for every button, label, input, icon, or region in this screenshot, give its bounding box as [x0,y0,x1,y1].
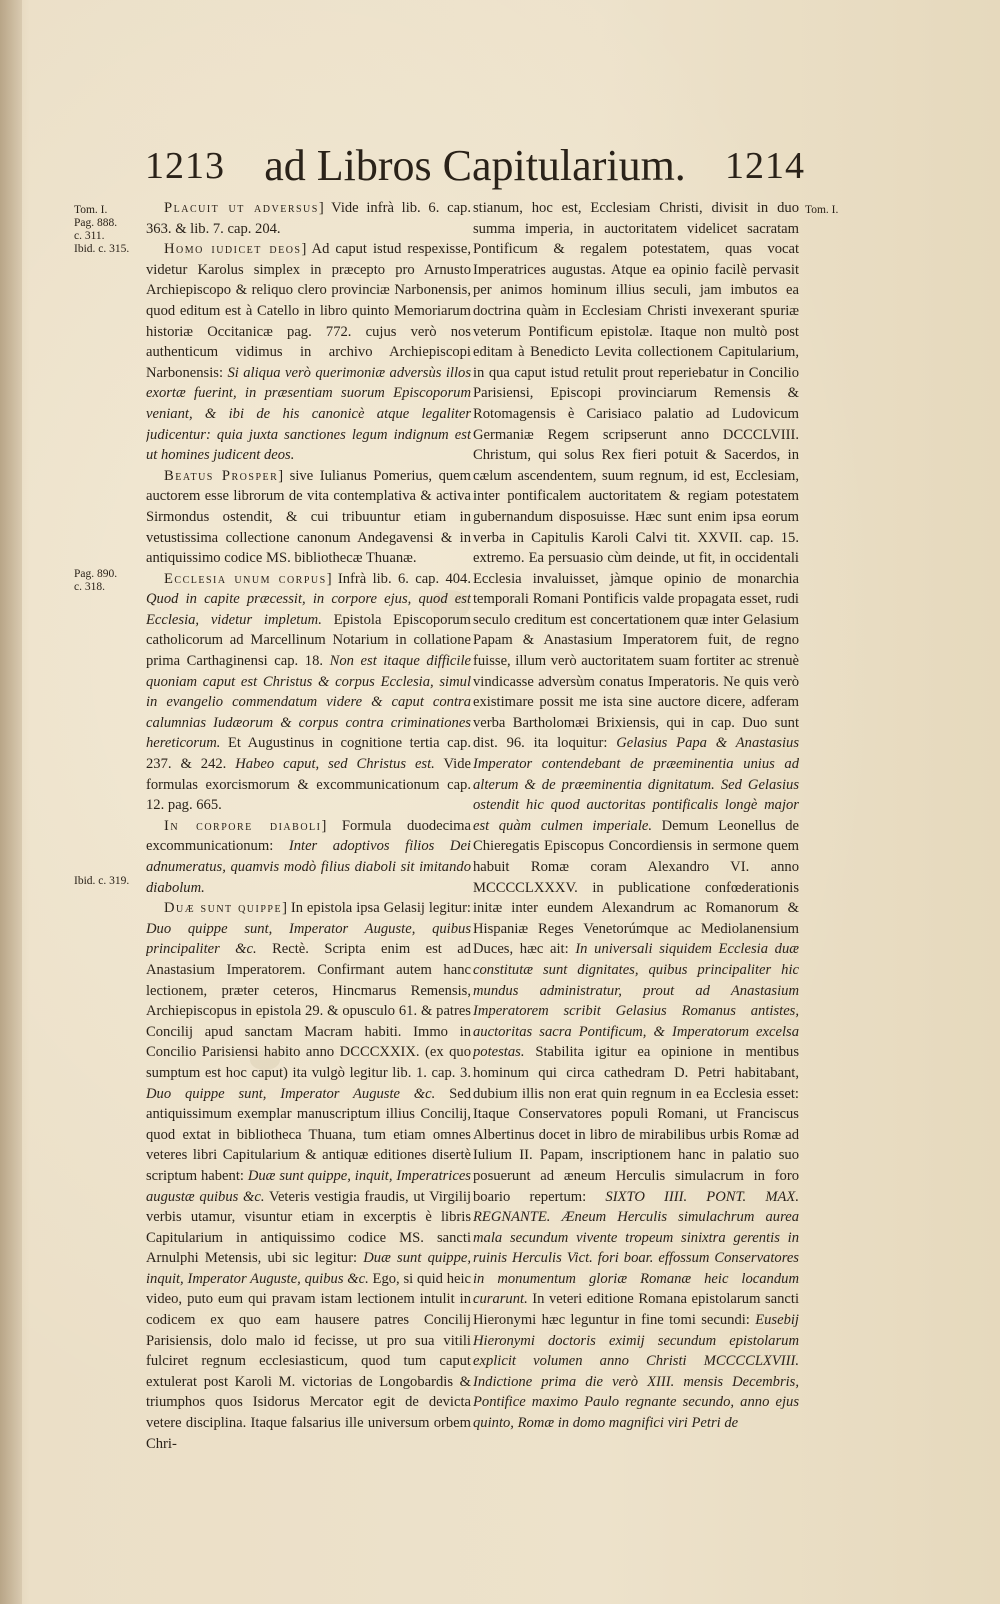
margin-note-line: Ibid. c. 315. [74,243,130,255]
paragraph [146,466,471,569]
margin-note [74,568,142,594]
text-run: ] Infrà lib. 6. cap. 404. [326,570,471,587]
margin-note-line: Pag. 890. [74,568,118,580]
margin-note [805,204,865,217]
quotation: Duæ sunt quippe, inquit, Imperator Auguste, quibus &c. [146,1250,471,1287]
quotation: Duo quippe sunt, Imperator Auguste &c. [146,1085,436,1102]
margin-note-line: c. 318. [74,581,105,593]
margin-note-line: Tom. I. [805,204,839,216]
quotation: Duæ sunt quippe, inquit, Imperatrices augustæ quibus &c. [146,1167,471,1205]
lemma: Ecclesia unum corpus [164,570,327,587]
text-run: Stabilita igitur ea opinione in mentibus hominum qui circa cathedram D. Petri habitabant, dubium illis non erat quin regnum in ea Ecclesia esset: Itaque Conservatores populi Romani, ut Franciscus Albertinus docet in libro de mirabilibus urbis Romæ ad Iulium II. Papam, inscriptionem hanc in palatio suo posuerunt ad æneum Herculis simulacrum in foro boario repertum: [473,1044,799,1205]
text-run: Vide formulas exorcismorum & excommunicationum cap. 12. pag. 665. [146,756,471,814]
text-run: Rectè. Scripta enim est ad Anastasium Imperatorem. Confirmant autem hanc lectionem, præter ceteros, Hincmarus Remensis, Archiepiscopus in epistola 29. & opusculo 61. & patres Concilij apud sanctam Macram habiti. Immo in Concilio Parisiensi habito anno DCCCXXIX. (ex quo sumptum est hoc caput) ita vulgò legitur lib. 1. cap. 3. [146,941,471,1081]
page-gutter-shadow [0,0,22,1604]
paragraph [146,898,471,1454]
text-run: Sed antiquissimum exemplar manuscriptum illius Concilij, quod extat in bibliotheca Thuana, tum etiam omnes veteres libri Capitularium & antiquæ editiones disertè scriptum habent: [146,1085,471,1184]
paragraph [473,198,799,1434]
text-column-right [473,198,799,1578]
quotation: SIXTO IIII. PONT. MAX. REGNANTE. Æneum Herculis simulachrum aurea mala secundum vivente tropeum sinixtra gerentis in ruinis Herculis Vict. fori boar. effossum Conservatores in monumentum gloriæ Romanæ heic locandum curarunt. [473,1188,799,1308]
lemma: Beatus Prosper [164,467,279,484]
quotation: Habeo caput, sed Christus est. [235,756,435,773]
lemma: Homo iudicet deos [164,241,302,258]
text-run: Demum Leonellus de Chieregatis Episcopus Concordiensis in sermone quem habuit Romæ coram Alexandro VI. anno MCCCCLXXXV. in publicatione confœderationis initæ inter eundem Alexandrum ac Romanorum & Hispaniæ Reges Venetorúmque ac Mediolanensium Duces, hæc ait: [473,817,799,958]
text-run: Ego, si quid heic video, puto eum qui pravam istam lectionem intulit in codicem ex quo eam hausere patres Concilij Parisiensis, dolo malo id fecisse, ut pro sua vitili fulciret regnum ecclesiasticum, quod tum caput extulerat post Karoli M. victorias de Longobardis & triumphos quos Isidorus Mercator egit de devicta vetere disciplina. Itaque falsarius ille universum orbem Chri- [146,1270,471,1452]
margin-note-line: Tom. I. [74,204,108,216]
quotation: Si aliqua verò querimoniæ adversùs illos exortæ fuerint, in præsentiam suorum Episcoporum veniant, & ibi de his canonicè atque legaliter judicentur: quia juxta sanctiones legum indignum est ut homines judicent deos. [146,364,471,464]
text-run: Epistola Episcoporum catholicorum ad Marcellinum Notarium in collatione prima Carthaginensi cap. 18. [146,611,471,670]
margin-note [74,875,142,888]
quotation: Gelasius Papa & Anastasius Imperator contendebant de præeminentia unius ad alterum & de præeminentia dignitatum. Sed Gelasius ostendit hic quod auctoritas pontificalis longè major est quàm culmen imperiale. [473,735,799,834]
lemma: Placuit ut adversus [164,200,319,216]
text-run: ] Vide infrà lib. 6. cap. 363. & lib. 7. cap. 204. [146,200,471,237]
text-run: stianum, hoc est, Ecclesiam Christi, divisit in duo summa imperia, in auctoritatem videlicet sacratam Pontificum & regalem potestatem, quas vocat Imperatrices augustas. Atque ea opinio facilè pervasit per animos hominum illius seculi, jam imbutos ea doctrina quàm in Ecclesiam Christi invexerant spuriæ veterum Pontificum epistolæ. Itaque non multò post editam à Benedicto Levita collectionem Capitularium, in qua caput istud retulit prout reperiebatur in Concilio Parisiensi, Episcopi provinciarum Remensis & Rotomagensis è Carisiaco palatio ad Ludovicum Germaniæ Regem scripserunt anno DCCCLVIII. Christum, qui solus Rex fieri potuit & Sacerdos, in cælum ascendentem, suum regnum, id est, Ecclesiam, inter pontificalem auctoritatem & regiam potestatem gubernandum disposuisse. Hæc sunt enim ipsa eorum verba in Capitulis Karoli Calvi tit. XXVII. cap. 15. extremo. Ea persuasio cùm deinde, ut fit, in occidentali Ecclesia invaluisset, jàmque opinio de monarchia temporali Romani Pontificis valde propagata esset, rudi seculo creditum est concertationem quæ inter Gelasium Papam & Anastasium Imperatorem fuit, de regno fuisse, illum verò auctoritatem suam fortiter ac strenuè vindicasse adversùm conatus Imperatoris. Ne quis verò existimare possit me ista sine auctore dicere, adferam verba Bartholomæi Brixiensis, qui in cap. Duo sunt dist. 96. ita loquitur: [473,200,799,752]
quotation: Inter adoptivos filios Dei adnumeratus, quamvis modò filius diaboli sit imitando diabolum. [146,838,471,896]
margin-note-line: Ibid. c. 319. [74,875,130,887]
text-run: Veteris vestigia fraudis, ut Virgilij verbis utamur, visuntur etiam in excerptis è libris Capitularium in antiquissimo codice MS. sancti Arnulphi Metensis, ubi sic legitur: [146,1188,471,1267]
quotation: Duo quippe sunt, Imperator Auguste, quibus principaliter &c. [146,920,471,958]
text-run: ] sive Iulianus Pomerius, quem auctorem esse librorum de vita contemplativa & activa Sirmondus ostendit, & cui tribuuntur etiam in vetustissima collectione canonum Andegavensi & in antiquissimo codice MS. bibliothecæ Thuanæ. [146,467,471,567]
quotation: In universali siquidem Ecclesia duæ constitutæ sunt dignitates, quibus principaliter hic mundus administratur, prout ad Anastasium Imperatorem scribit Gelasius Romanus antistes, auctoritas sacra Pontificum, & Imperatorum excelsa potestas. [473,941,799,1061]
paragraph [146,569,471,816]
quotation: Eusebij Hieronymi doctoris eximij secundum epistolarum explicit volumen anno Christi MCCCCLXVIII. Indictione prima die verò XIII. mensis Decembris, Pontifice maximo Paulo regnante secundo, anno ejus quinto, Romæ in domo magnifici viri Petri de [473,1312,799,1432]
lemma: Duæ sunt quippe [164,900,283,917]
text-run: Et Augustinus in cognitione tertia cap. 237. & 242. [146,735,471,773]
running-head [145,140,805,190]
text-run: ] In epistola ipsa Gelasij legitur: [282,900,471,917]
margin-note-line: Pag. 888. [74,217,118,229]
quotation: Non est itaque difficile quoniam caput est Christus & corpus Ecclesia, simul in evangelio commendatum videre & caput contra calumnias Iudæorum & corpus contra criminationes hereticorum. [146,653,471,752]
margin-note [74,204,142,256]
text-run: ] Formula duodecima excommunicationum: [146,817,471,855]
text-run: ] Ad caput istud respexisse, videtur Karolus simplex in præcepto pro Arnusto Archiepiscopo & reliquo clero provinciæ Narbonensis, quod editum est à Catello in libro quinto Memoriarum historiæ Occitanicæ pag. 772. cujus verò nos authenticum vidimus in archivo Archiepiscopi Narbonensis: [146,241,471,381]
lemma: In corpore diaboli [164,817,322,834]
page-number-left: 1213 [145,145,225,187]
quotation: Quod in capite præcessit, in corpore ejus, quod est Ecclesia, videtur impletum. [146,591,471,628]
text-run: In veteri editione Romana epistolarum sancti Hieronymi hæc leguntur in fine tomi secundi: [473,1291,799,1329]
paragraph [146,239,471,466]
paragraph [146,198,471,239]
margin-note-line: c. 311. [74,230,105,242]
paragraph [146,816,471,898]
page-title: ad Libros Capitularium. [264,141,686,190]
text-column-left [146,198,471,1578]
page-number-right: 1214 [725,145,805,187]
